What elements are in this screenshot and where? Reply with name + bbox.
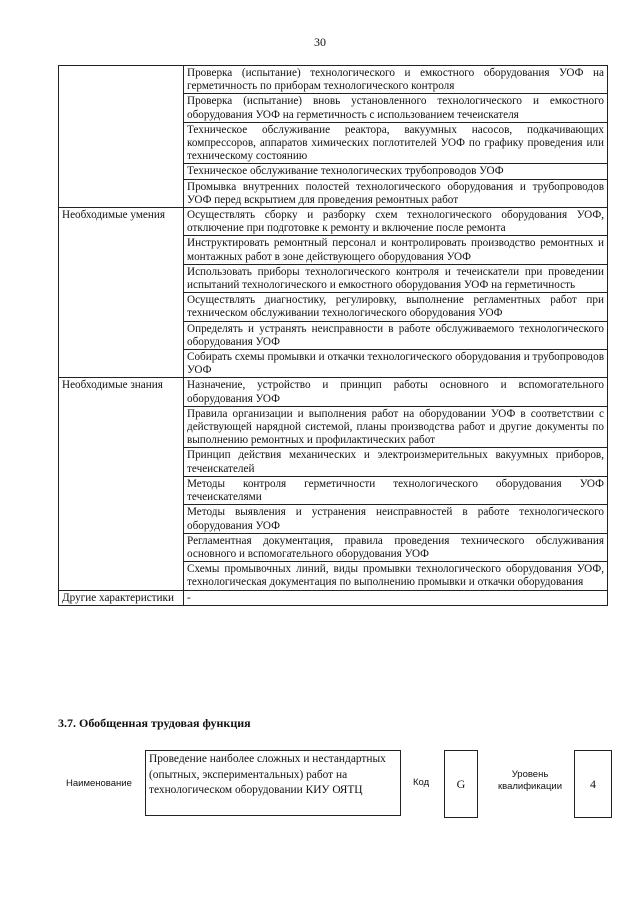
row-group-label: [59, 66, 184, 208]
table-cell: Назначение, устройство и принцип работы основного и вспомогательного оборудования УОФ: [184, 378, 608, 406]
row-group-label: Необходимые знания: [59, 378, 184, 590]
table-cell: Осуществлять сборку и разборку схем технологического оборудования УОФ, отключение при подготовке к ремонту и включение после ремонта: [184, 208, 608, 236]
table-cell: Регламентная документация, правила проведения технического обслуживания основного и вспомогательного оборудования УОФ: [184, 533, 608, 561]
table-cell: Схемы промывочных линий, виды промывки технологического оборудования УОФ, технологическая документация по выполнению промывки и откачки оборудования: [184, 562, 608, 590]
table-cell: Техническое обслуживание технологических трубопроводов УОФ: [184, 164, 608, 179]
table-cell: Методы контроля герметичности технологического оборудования УОФ течеискателями: [184, 476, 608, 504]
table-row: [59, 378, 608, 406]
table-row: [59, 590, 608, 605]
code-field: G: [444, 750, 478, 818]
table-cell: Техническое обслуживание реактора, вакуумных насосов, подкачивающих компрессоров, аппаратов химических поглотителей УОФ по графику проведения или техническому состоянию: [184, 122, 608, 164]
table-cell: Инструктировать ремонтный персонал и контролировать производство ремонтных и монтажных работ в зоне действующего оборудования УОФ: [184, 236, 608, 264]
table-cell: Собирать схемы промывки и откачки технологического оборудования и трубопроводов УОФ: [184, 350, 608, 378]
table-row: [59, 208, 608, 236]
table-cell: Использовать приборы технологического контроля и течеискатели при проведении испытаний технологического и емкостного оборудования УОФ на герметичность: [184, 264, 608, 292]
level-label-line2: квалификации: [497, 781, 563, 792]
level-field: 4: [574, 750, 612, 818]
table-row: [59, 66, 608, 94]
row-group-label: Другие характеристики: [59, 590, 184, 605]
level-label-line1: Уровень: [511, 769, 549, 780]
level-label: [490, 769, 570, 793]
requirements-table: [58, 65, 608, 606]
table-cell: Осуществлять диагностику, регулировку, выполнение регламентных работ при техническом обслуживании технологического оборудования УОФ: [184, 293, 608, 321]
table-cell: -: [184, 590, 608, 605]
code-label: Код: [413, 777, 430, 788]
row-group-label: Необходимые умения: [59, 208, 184, 378]
page-number: 30: [314, 35, 326, 49]
table-cell: Проверка (испытание) вновь установленного технологического и емкостного оборудования УОФ на герметичность с использованием течеискателя: [184, 94, 608, 122]
section-title: 3.7. Обобщенная трудовая функция: [58, 716, 251, 730]
function-name-field: Проведение наиболее сложных и нестандартных (опытных, экспериментальных) работ на технологическом оборудовании КИУ ОЯТЦ: [145, 750, 401, 816]
table-cell: Методы выявления и устранения неисправностей в работе технологического оборудования УОФ: [184, 505, 608, 533]
table-cell: Принцип действия механических и электроизмерительных вакуумных приборов, течеискателей: [184, 448, 608, 476]
table-cell: Определять и устранять неисправности в работе обслуживаемого технологического оборудования УОФ: [184, 321, 608, 349]
table-cell: Промывка внутренних полостей технологического оборудования и трубопроводов УОФ перед вскрытием для проведения ремонтных работ: [184, 179, 608, 207]
table-cell: Правила организации и выполнения работ на оборудовании УОФ в соответствии с действующей нарядной системой, планы производства работ и другие документы по выполнению ремонтных и профилактических работ: [184, 406, 608, 448]
table-cell: Проверка (испытание) технологического и емкостного оборудования УОФ на герметичность по приборам технологического контроля: [184, 66, 608, 94]
name-label: Наименование: [66, 778, 132, 789]
